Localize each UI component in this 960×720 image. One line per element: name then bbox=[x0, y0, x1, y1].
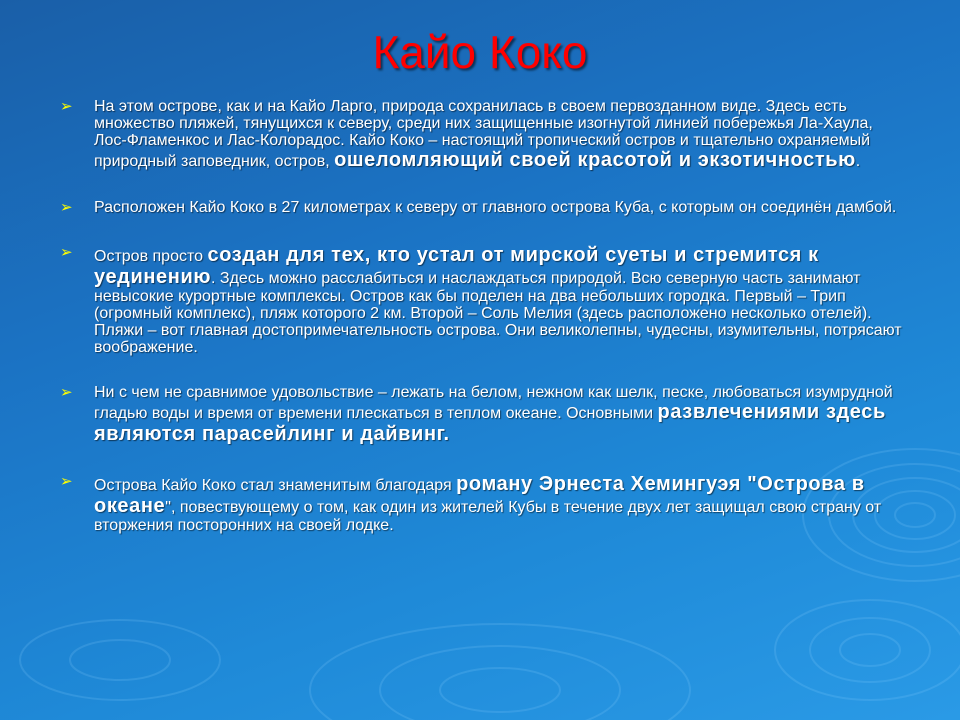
bullet-text-segment: . bbox=[855, 153, 861, 170]
arrow-bullet-icon: ➢ bbox=[60, 199, 73, 216]
bullet-text bbox=[94, 473, 910, 534]
bullet-item bbox=[60, 244, 910, 356]
bullet-text-segment: Расположен Кайо Коко в 27 километрах к северу от главного острова Куба, с которым он соединён дамбой. bbox=[94, 199, 897, 216]
emphasized-text: роману Эрнеста Хемингуэя "Острова в океане bbox=[94, 473, 865, 517]
arrow-bullet-icon: ➢ bbox=[60, 384, 73, 401]
bullet-text bbox=[94, 199, 910, 216]
bullet-item bbox=[60, 199, 910, 216]
bullet-text-segment: Остров просто bbox=[94, 248, 208, 265]
bullet-text-segment: На этом острове, как и на Кайо Ларго, природа сохранилась в своем первозданном виде. Здесь есть множество пляжей, тянущихся к северу, среди них защищенные изогнутой линией побережья Ла-Хаула, Лос-Фламенкос и Лас-Колорадос. Кайо Коко – настоящий тропический остров и тщательно охраняемый природный заповедник, остров, bbox=[94, 98, 873, 170]
bullet-text-segment: . Здесь можно расслабиться и наслаждаться природой. Всю северную часть занимают невысокие курортные комплексы. Остров как бы поделен на два небольших городка. Первый – Трип (огромный комплекс), пляж которого 2 км. Второй – Соль Мелия (здесь расположено несколько отелей). Пляжи – вот главная достопримечательность острова. Они великолепны, чудесны, изумительны, потрясают воображение. bbox=[94, 270, 902, 356]
emphasized-text: развлечениями здесь являются парасейлинг и дайвинг. bbox=[94, 401, 886, 445]
arrow-bullet-icon: ➢ bbox=[60, 98, 73, 115]
bullet-item bbox=[60, 473, 910, 534]
arrow-bullet-icon: ➢ bbox=[60, 244, 73, 261]
bullet-text-segment: Ни с чем не сравнимое удовольствие – лежать на белом, нежном как шелк, песке, любоваться изумрудной гладью воды и время от времени плескаться в теплом океане. Основными bbox=[94, 384, 893, 422]
arrow-bullet-icon: ➢ bbox=[60, 473, 73, 490]
bullet-text-segment: ", повествующему о том, как один из жителей Кубы в течение двух лет защищал свою страну от вторжения посторонних на своей лодке. bbox=[94, 499, 882, 534]
bullet-text-segment: Острова Кайо Коко стал знаменитым благодаря bbox=[94, 477, 457, 494]
emphasized-text: создан для тех, кто устал от мирской суеты и стремится к уединению bbox=[94, 244, 819, 288]
bullet-text bbox=[94, 244, 910, 356]
bullet-text bbox=[94, 98, 910, 171]
emphasized-text: ошеломляющий своей красотой и экзотичностью bbox=[334, 149, 856, 171]
bullet-item bbox=[60, 384, 910, 445]
bullet-item bbox=[60, 98, 910, 171]
bullet-text bbox=[94, 384, 910, 445]
slide-title: Кайо Коко bbox=[372, 26, 588, 78]
bullet-list bbox=[60, 98, 910, 562]
